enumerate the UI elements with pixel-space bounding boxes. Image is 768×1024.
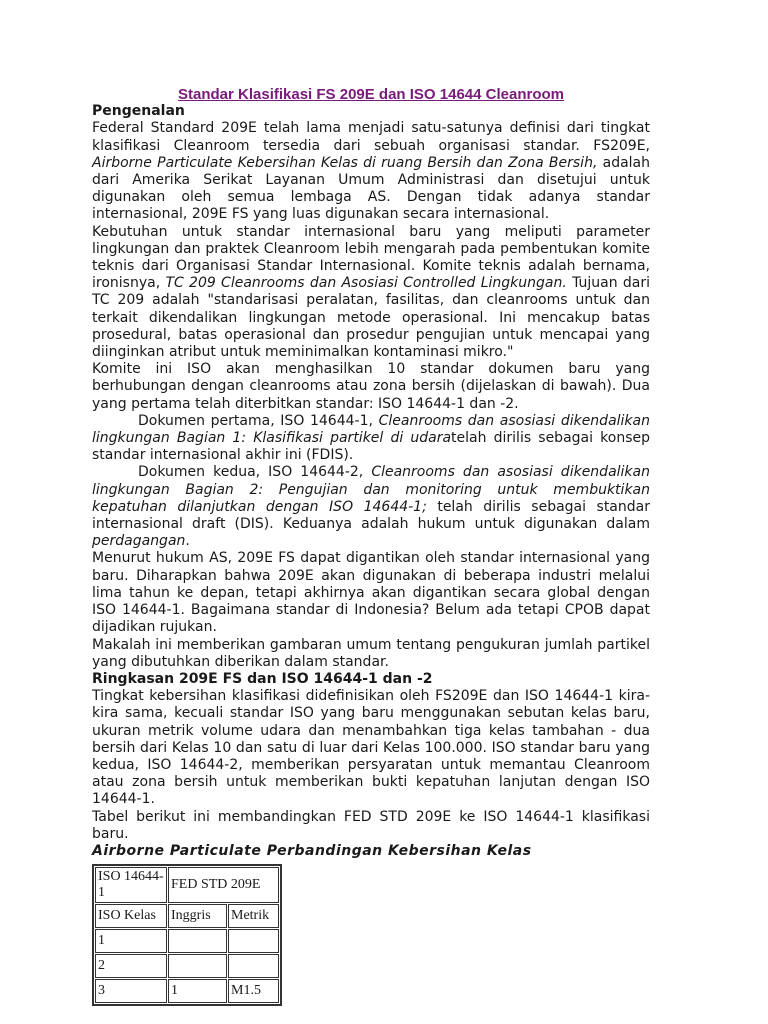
paragraph-4-text-a: Dokumen pertama, ISO 14644-1, — [138, 412, 379, 429]
table-cell-iso: 3 — [95, 979, 167, 1003]
table-header-fed: FED STD 209E — [168, 867, 279, 903]
table-cell-iso: 2 — [95, 954, 167, 978]
paragraph-5-italic-2: perdagangan — [92, 533, 186, 550]
paragraph-2-italic: TC 209 Cleanrooms dan Asosiasi Controlled Lingkungan. — [165, 275, 567, 292]
table-cell-inggris: 1 — [168, 979, 227, 1003]
table-subheader-metrik: Metrik — [228, 904, 279, 928]
table-cell-metrik: M1.5 — [228, 979, 279, 1003]
table-cell-metrik — [228, 954, 279, 978]
document-title[interactable]: Standar Klasifikasi FS 209E dan ISO 14644 Cleanroom — [178, 86, 564, 103]
paragraph-4-text-c: telah dirilis sebagai konsep standar internasional akhir ini (FDIS). — [92, 430, 650, 464]
paragraph-5-text-c: telah dirilis sebagai standar internasional draft (DIS). Keduanya adalah hukum untuk digunakan dalam — [92, 498, 650, 533]
paragraph-7: Makalah ini memberikan gambaran umum tentang pengukuran jumlah partikel yang dibutuhkan diberikan dalam standar. — [92, 636, 650, 670]
table-cell-iso: 1 — [95, 929, 167, 953]
table-subheader-inggris: Inggris — [168, 904, 227, 928]
paragraph-8: Tingkat kebersihan klasifikasi didefinisikan oleh FS209E dan ISO 14644-1 kira-kira sama, kecuali standar ISO yang baru menggunakan sebutan kelas baru, ukuran metrik volume udara dan menambahkan tiga kelas tambahan - dua bersih dari Kelas 10 dan satu di luar dari Kelas 100.000. ISO standar baru yang kedua, ISO 14644-2, memberikan persyaratan untuk memantau Cleanroom atau zona bersih untuk memberikan bukti kepatuhan lanjutan dengan ISO 14644-1. — [92, 688, 650, 808]
table-header-iso: ISO 14644-1 — [95, 867, 167, 903]
paragraph-2-text-a: Kebutuhan untuk standar internasional baru yang meliputi parameter lingkungan dan praktek Cleanroom lebih mengarah pada pembentukan komite teknis dari Organisasi Standar Internasional. Komite teknis adalah bernama, ironisnya, — [92, 223, 650, 292]
table-row — [95, 929, 279, 953]
table-cell-inggris — [168, 929, 227, 953]
paragraph-5-text-a: Dokumen kedua, ISO 14644-2, — [138, 464, 372, 481]
paragraph-4-italic: Cleanrooms dan asosiasi dikendalikan lingkungan Bagian 1: Klasifikasi partikel di udara — [92, 412, 650, 447]
paragraph-1-text-c: adalah dari Amerika Serikat Layanan Umum Administrasi dan disetujui untuk digunakan oleh semua lembaga AS. Dengan tidak adanya standar internasional, 209E FS yang luas digunakan secara internasional. — [92, 154, 650, 223]
table-subheader-row — [95, 904, 279, 928]
document-page — [92, 86, 650, 1006]
paragraph-5-text-e: . — [185, 533, 190, 550]
paragraph-4 — [92, 413, 650, 465]
intro-heading: Pengenalan — [92, 103, 185, 120]
paragraph-5 — [92, 464, 650, 550]
paragraph-2-text-c: Tujuan dari TC 209 adalah "standarisasi peralatan, fasilitas, dan cleanrooms untuk dan terkait dikendalikan lingkungan metode operasional. Ini mencakup batas prosedural, batas operasional dan prosedur pengujian untuk mencapai yang diinginkan atribut untuk meminimalkan kontaminasi mikro." — [92, 275, 650, 361]
comparison-table — [92, 864, 282, 1006]
paragraph-6: Menurut hukum AS, 209E FS dapat digantikan oleh standar internasional yang baru. Diharapkan bahwa 209E akan digunakan di beberapa industri melalui lima tahun ke depan, tetapi akhirnya akan digantikan secara global dengan ISO 14644-1. Bagaimana standar di Indonesia? Belum ada tetapi CPOB dapat dijadikan rujukan. — [92, 550, 650, 636]
table-row — [95, 979, 279, 1003]
paragraph-1 — [92, 120, 650, 223]
paragraph-3: Komite ini ISO akan menghasilkan 10 standar dokumen baru yang berhubungan dengan cleanrooms atau zona bersih (dijelaskan di bawah). Dua yang pertama telah diterbitkan standar: ISO 14644-1 dan -2. — [92, 361, 650, 412]
table-cell-metrik — [228, 929, 279, 953]
table-subheader-iso-kelas: ISO Kelas — [95, 904, 167, 928]
paragraph-2 — [92, 224, 650, 362]
paragraph-5-italic: Cleanrooms dan asosiasi dikendalikan lingkungan Bagian 2: Pengujian dan monitoring untuk membuktikan kepatuhan dilanjutkan dengan ISO 14644-1; — [92, 464, 650, 515]
table-header-row — [95, 867, 279, 903]
table-cell-inggris — [168, 954, 227, 978]
paragraph-9: Tabel berikut ini membandingkan FED STD 209E ke ISO 14644-1 klasifikasi baru. — [92, 808, 650, 842]
table-caption: Airborne Particulate Perbandingan Kebersihan Kelas — [92, 842, 532, 859]
summary-heading: Ringkasan 209E FS dan ISO 14644-1 dan -2 — [92, 670, 433, 687]
table-row — [95, 954, 279, 978]
paragraph-1-text-a: Federal Standard 209E telah lama menjadi satu-satunya definisi dari tingkat klasifikasi Cleanroom tersedia dari sebuah organisasi standar. FS209E, — [92, 120, 650, 154]
paragraph-1-italic: Airborne Particulate Kebersihan Kelas di ruang Bersih dan Zona Bersih, — [92, 154, 598, 171]
